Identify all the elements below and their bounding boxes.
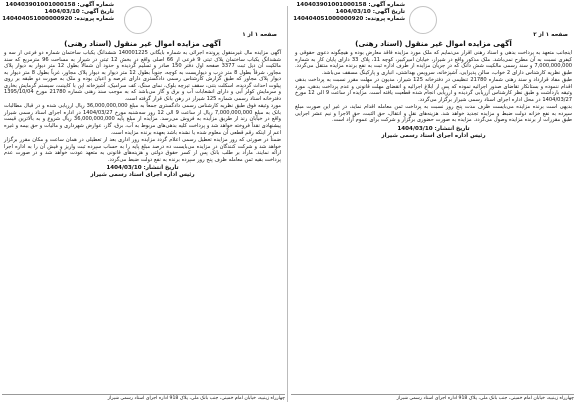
emblem-icon	[409, 6, 437, 34]
notice-date: تاریخ آگهی: 1404/03/10	[335, 9, 405, 15]
notice-serial: شماره آگهی: 140403901001000158	[296, 2, 405, 8]
notice-date: تاریخ آگهی: 1404/03/10	[44, 9, 114, 15]
notice-column-right	[291, 0, 574, 404]
notice-header	[295, 2, 572, 38]
notice-footer: چهارراه زینبیه، خیابان امام خمینی، جنب بانک ملی، پلاک 918 اداره اجرای اسناد رسمی شیراز	[2, 394, 285, 402]
notice-meta	[295, 2, 405, 23]
notice-footer: چهارراه زینبیه، خیابان امام خمینی، جنب بانک ملی، پلاک 918 اداره اجرای اسناد رسمی شیراز	[291, 394, 574, 402]
column-divider	[287, 6, 288, 402]
page-number: صفحه ۱ از ۲	[533, 32, 568, 38]
signature-block: تاریخ انتشار: 1404/03/10 رئیس اداره اجرای اسناد رسمی شیراز	[381, 126, 486, 140]
notice-paragraph: آگهی مزایده مال غیرمنقول پرونده اجرائی به شماره بایگانی 140001225 ششدانگ یکباب ساختمان شماره دو فرعی از سه و ششدانگ یکباب ساختمان پلاک ثبتی 9 فرعی از 66 اصلی واقع در بخش 12 ثبتی در شیراز به مساحت 96 مترمربع که سند مالکیت آن ذیل ثبت 3377 صفحه اول دفتر 150 صادر و تسلیم گردیده و حدود آن شمالاً بطول 12 متر دیوار به دیوار پلاک مجاور، شرقاً بطول 8 متر درب و دیواریست به کوچه، جنوباً بطول 12 متر دیوار به دیوار پلاک مجاور، غرباً بطول 8 متر دیوار به دیوار پلاک مجاور که طبق گزارش کارشناس رسمی دادگستری دارای عرصه و اعیان بوده و ملک به صورت دو طبقه بر روی پیلوت احداث گردیده، اسکلت بتنی، سقف تیرچه بلوک، نمای سنگ، کف سرامیک، آشپزخانه اپن با کابینت، سیستم گرمایش بخاری و سرمایش کولر آبی و دارای انشعابات آب و برق و گاز می‌باشد که به موجب سند رهنی شماره 21780 مورخ 1395/10/04 دفترخانه اسناد رسمی شماره 125 شیراز در رهن بانک قرار گرفته است.	[4, 50, 282, 102]
notice-column-left	[2, 0, 285, 404]
notice-header	[4, 2, 281, 38]
emblem-icon	[124, 6, 152, 34]
file-number: شماره پرونده: 140404051000000920	[2, 16, 114, 22]
notice-meta	[4, 2, 114, 23]
page-number: صفحه ۱ از ۱	[242, 32, 277, 38]
notice-paragraph: اینجانب متعهد به پرداخت بدهی و اسناد رهنی اقرار می‌نمایم که ملک مورد مزایده فاقد معارض بوده و هیچگونه دعوی حقوقی و کیفری نسبت به آن مطرح نمی‌باشد. ملک مذکور واقع در شیراز، خیابان امیرکبیر، کوچه 11، پلاک 33 دارای پایان کار به شماره 7,000,000,000 و سند رسمی مالکیت شش دانگ که در جریان مزایده از طرف اداره ثبت به نفع برنده مزایده منتقل می‌گردد. طبق نظریه کارشناس دارای 2 خواب، سالن پذیرایی، آشپزخانه، سرویس بهداشتی، انباری و پارکینگ مسقف می‌باشد.	[295, 50, 572, 76]
notice-paragraph: مورد وثیقه فوق طبق نظریه کارشناس رسمی دادگستری جمعاً به مبلغ 36,000,000,000 ریال ارزیابی شده و در قبال مطالبات بانک به مبلغ 7,000,000,000 ریال از ساعت 9 الی 12 روز سه‌شنبه مورخ 1404/03/27 در اداره اجرای اسناد رسمی شیراز واقع در خیابان زند از طریق مزایده به فروش می‌رسد. مزایده از مبلغ پایه 36,000,000,000 ریال شروع و به بالاترین قیمت پیشنهادی نقداً فروخته خواهد شد و پرداخت کلیه بدهی‌های مربوط به آب، برق، گاز، عوارض شهرداری و مالیات و حق بیمه و غیره اعم از اینکه رقم قطعی آن معلوم شده یا نشده باشد بعهده برنده مزایده است.	[4, 103, 281, 136]
notice-paragraph: طبق مفاد قرارداد و سند رهنی شماره 21780 تنظیمی در دفترخانه 125 شیراز، مدیون در مهلت مقرر نسبت به پرداخت بدهی اقدام ننموده و بستانکار تقاضای صدور اجرائیه نموده که پس از ابلاغ اجرائیه و انقضای مهلت قانونی و عدم پرداخت بدهی، مورد وثیقه بازداشت و طبق نظر کارشناس ارزیابی گردیده و ارزیابی انجام شده قطعیت یافته است. مزایده از ساعت 9 الی 12 مورخ 1404/03/27 در محل اداره اجرای اسناد رسمی شیراز برگزار می‌گردد.	[295, 77, 572, 103]
file-number: شماره پرونده: 140404051000000920	[293, 16, 405, 22]
notice-title: آگهی مزایده اموال غیر منقول (اسناد رهنی)	[355, 39, 512, 48]
notice-serial: شماره آگهی: 140403901001000158	[5, 2, 114, 8]
notice-paragraph: ضمناً در صورتی که روز مزایده تعطیل رسمی اعلام گردد مزایده روز اداری بعد از تعطیلی در همان ساعت و مکان مقرر برگزار خواهد شد و شرکت کنندگان در مزایده می‌بایست ده درصد مبلغ پایه را به حساب سپرده ثبت واریز و فیش آن را به اداره اجرا ارائه نمایند. مازاد بر طلب بانک پس از کسر حقوق دولتی و هزینه‌های قانونی به متعهد عودت خواهد شد و در صورت عدم پرداخت بقیه ثمن معامله ظرف پنج روز سپرده برنده به نفع دولت ضبط می‌گردد.	[4, 137, 281, 163]
signature-block: تاریخ انتشار: 1404/03/10 رئیس اداره اجرای اسناد رسمی شیراز	[90, 165, 195, 179]
notice-paragraph: بدیهی است برنده مزایده می‌بایست ظرف مدت پنج روز نسبت به پرداخت ثمن معامله اقدام نماید، در غیر این صورت مبلغ سپرده به نفع خزانه دولت ضبط و مزایده تجدید خواهد شد. هزینه‌های نقل و انتقال، حق الثبت، حق الاجرا و نیم عشر اجرایی طبق مقررات از برنده مزایده وصول می‌گردد. مزایده به صورت حضوری برگزار و شرکت برای عموم آزاد است.	[295, 104, 572, 124]
notice-title: آگهی مزایده اموال غیر منقول (اسناد رهنی)	[64, 39, 221, 48]
